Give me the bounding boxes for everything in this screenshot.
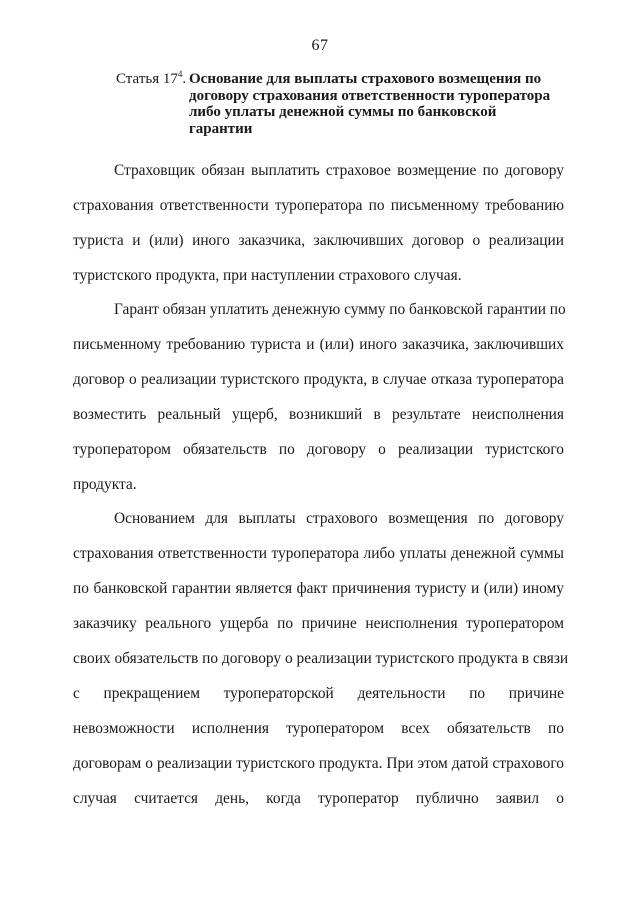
paragraph-line: невозможности исполнения туроператором всех обязательств по xyxy=(73,720,564,737)
article-title xyxy=(189,71,579,137)
paragraph-line: возместить реальный ущерб, возникший в результате неисполнения xyxy=(73,406,564,423)
paragraph-line: страхования ответственности туроператора по письменному требованию xyxy=(73,197,564,214)
article-label-dot: . xyxy=(182,71,187,87)
paragraph-line: письменному требованию туриста и (или) иного заказчика, заключивших xyxy=(73,336,564,353)
paragraph-line: договорам о реализации туристского продукта. При этом датой страхового xyxy=(73,755,564,772)
paragraph-line: договор о реализации туристского продукта, в случае отказа туроператора xyxy=(73,371,564,388)
article-label-superscript: 4 xyxy=(177,69,183,79)
paragraph-line: с прекращением туроператорской деятельности по причине xyxy=(73,685,564,702)
article-title-line: договору страхования ответственности туроператора xyxy=(189,87,551,104)
paragraph-line: туристского продукта, при наступлении страхового случая. xyxy=(73,267,462,284)
paragraph-line: страхования ответственности туроператора либо уплаты денежной суммы xyxy=(73,545,564,562)
article-title-line: гарантии xyxy=(189,120,253,137)
paragraph-basis xyxy=(73,501,569,816)
paragraph-line: Основанием для выплаты страхового возмещения по договору xyxy=(114,510,564,527)
paragraph-line: Гарант обязан уплатить денежную сумму по банковской гарантии по xyxy=(114,301,566,318)
article-title-line: либо уплаты денежной суммы по банковской xyxy=(189,104,497,120)
paragraph-line: случая считается день, когда туроператор публично заявил о xyxy=(73,790,564,807)
paragraph-line: своих обязательств по договору о реализации туристского продукта в связи xyxy=(73,650,569,667)
article-title-line: Основание для выплаты страхового возмещения по xyxy=(189,71,542,87)
paragraph-line: по банковской гарантии является факт причинения туристу и (или) иному xyxy=(73,580,564,597)
paragraph-line: заказчику реального ущерба по причине неисполнения туроператором xyxy=(73,615,564,632)
paragraph-line: продукта. xyxy=(73,476,137,493)
article-label-text: Статья 17 xyxy=(116,71,178,87)
paragraph-line: туроператором обязательств по договору о реализации туристского xyxy=(73,441,564,458)
article-label xyxy=(116,71,186,88)
page-number: 67 xyxy=(311,37,329,54)
paragraph-line: Страховщик обязан выплатить страховое возмещение по договору xyxy=(114,162,564,179)
paragraph-guarantor xyxy=(73,292,564,502)
paragraph-insurer xyxy=(73,153,564,293)
paragraph-line: туриста и (или) иного заказчика, заключивших договор о реализации xyxy=(73,232,564,249)
